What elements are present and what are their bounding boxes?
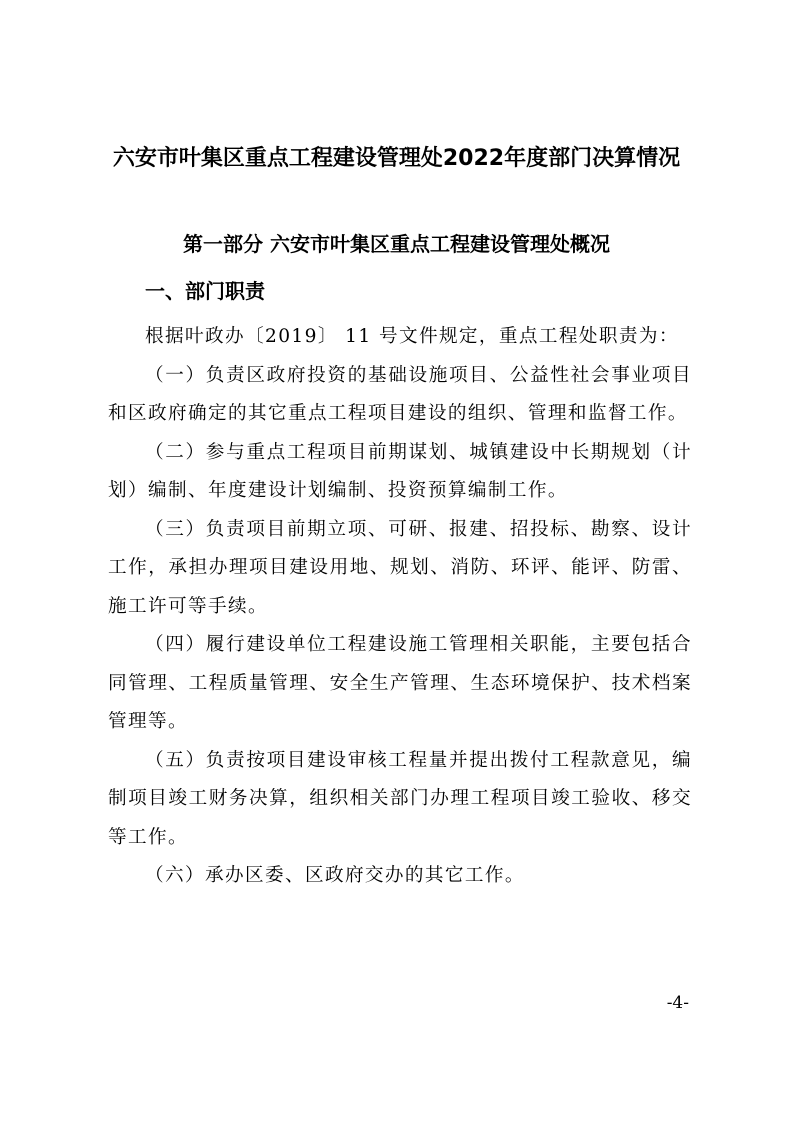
paragraph-duty-1: （一）负责区政府投资的基础设施项目、公益性社会事业项目和区政府确定的其它重点工程项目建设的组织、管理和监督工作。 <box>108 364 692 424</box>
body-text <box>108 318 692 896</box>
paragraph-duty-4: （四）履行建设单位工程建设施工管理相关职能，主要包括合同管理、工程质量管理、安全生产管理、生态环境保护、技术档案管理等。 <box>108 634 692 732</box>
paragraph-duty-5: （五）负责按项目建设审核工程量并提出拨付工程款意见，编制项目竣工财务决算，组织相关部门办理工程项目竣工验收、移交等工作。 <box>108 749 692 848</box>
paragraph-duty-6: （六）承办区委、区政府交办的其它工作。 <box>145 865 525 886</box>
paragraph-duty-3: （三）负责项目前期立项、可研、报建、招投标、勘察、设计工作，承担办理项目建设用地、规划、消防、环评、能评、防雷、施工许可等手续。 <box>108 518 692 617</box>
paragraph-intro: 根据叶政办〔2019〕 11 号文件规定，重点工程处职责为： <box>145 326 679 347</box>
document-title: 六安市叶集区重点工程建设管理处2022年度部门决算情况 <box>112 146 681 171</box>
page-number: -4- <box>666 993 689 1013</box>
paragraph-duty-2: （二）参与重点工程项目前期谋划、城镇建设中长期规划（计划）编制、年度建设计划编制、投资预算编制工作。 <box>108 441 692 501</box>
section-heading: 一、部门职责 <box>145 279 265 303</box>
part-title: 第一部分 六安市叶集区重点工程建设管理处概况 <box>183 232 610 256</box>
